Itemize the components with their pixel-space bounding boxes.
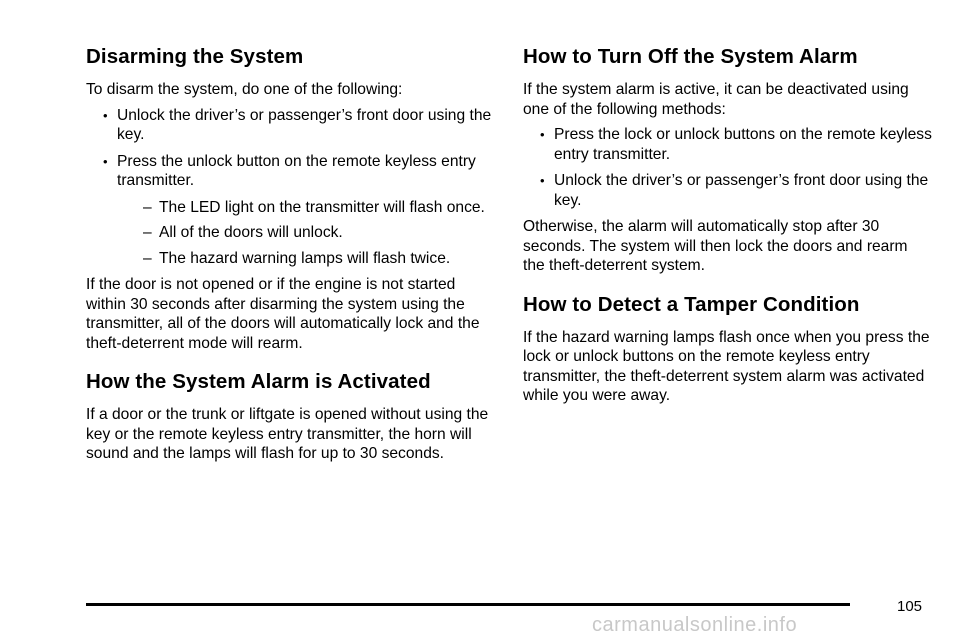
bullet-icon: • bbox=[540, 173, 545, 188]
bullet-icon: • bbox=[540, 127, 545, 142]
sub-list-item-text: The LED light on the transmitter will flash once. bbox=[159, 198, 485, 216]
dash-icon: – bbox=[143, 249, 152, 267]
dash-icon: – bbox=[143, 224, 152, 241]
alarm-activated-paragraph: If a door or the trunk or liftgate is opened without using the key or the remote keyless entry transmitter, the horn will sound and the lamps will flash for up to 30 seconds. bbox=[86, 406, 489, 462]
sub-list-item bbox=[86, 198, 496, 218]
list-item-text: Press the lock or unlock buttons on the remote keyless entry transmitter. bbox=[554, 126, 932, 163]
left-column bbox=[86, 44, 496, 470]
disarm-intro: To disarm the system, do one of the following: bbox=[86, 81, 403, 98]
disarm-paragraph: If the door is not opened or if the engine is not started within 30 seconds after disarming the system using the transmitter, all of the doors will automatically lock and the theft-deterrent mode will rearm. bbox=[86, 276, 480, 352]
watermark: carmanualsonline.info bbox=[592, 614, 798, 636]
footer-divider bbox=[86, 603, 850, 606]
list-item-text: Unlock the driver’s or passenger’s front door using the key. bbox=[117, 106, 492, 143]
page-number: 105 bbox=[897, 598, 923, 615]
sub-list-item bbox=[86, 249, 496, 269]
tamper-paragraph: If the hazard warning lamps flash once when you press the lock or unlock buttons on the remote keyless entry transmitter, the theft-deterrent system alarm was activated while you were away. bbox=[523, 328, 930, 404]
sub-list-item bbox=[86, 223, 496, 243]
disarm-bullet-list bbox=[86, 106, 496, 191]
section-title-tamper: How to Detect a Tamper Condition bbox=[523, 292, 860, 316]
bullet-icon: • bbox=[103, 107, 108, 123]
list-item bbox=[523, 125, 933, 164]
list-item-text: Unlock the driver’s or passenger’s front door using the key. bbox=[554, 172, 929, 209]
turn-off-bullet-list bbox=[523, 125, 933, 210]
right-column bbox=[523, 44, 933, 412]
list-item-text: Press the unlock button on the remote keyless entry transmitter. bbox=[117, 152, 476, 189]
section-title-alarm-activated: How the System Alarm is Activated bbox=[86, 370, 431, 393]
turn-off-paragraph: Otherwise, the alarm will automatically stop after 30 seconds. The system will then lock the doors and rearm the theft-deterrent system. bbox=[523, 218, 908, 274]
dash-icon: – bbox=[143, 198, 152, 216]
list-item bbox=[523, 171, 933, 210]
section-title-disarming: Disarming the System bbox=[86, 45, 304, 68]
section-title-turn-off-alarm: How to Turn Off the System Alarm bbox=[523, 45, 858, 68]
disarm-sub-list bbox=[86, 198, 496, 269]
sub-list-item-text: All of the doors will unlock. bbox=[159, 224, 343, 241]
list-item bbox=[86, 152, 496, 191]
sub-list-item-text: The hazard warning lamps will flash twice. bbox=[159, 249, 451, 267]
turn-off-intro: If the system alarm is active, it can be deactivated using one of the following methods: bbox=[523, 81, 909, 118]
list-item bbox=[86, 106, 496, 145]
bullet-icon: • bbox=[103, 153, 108, 169]
